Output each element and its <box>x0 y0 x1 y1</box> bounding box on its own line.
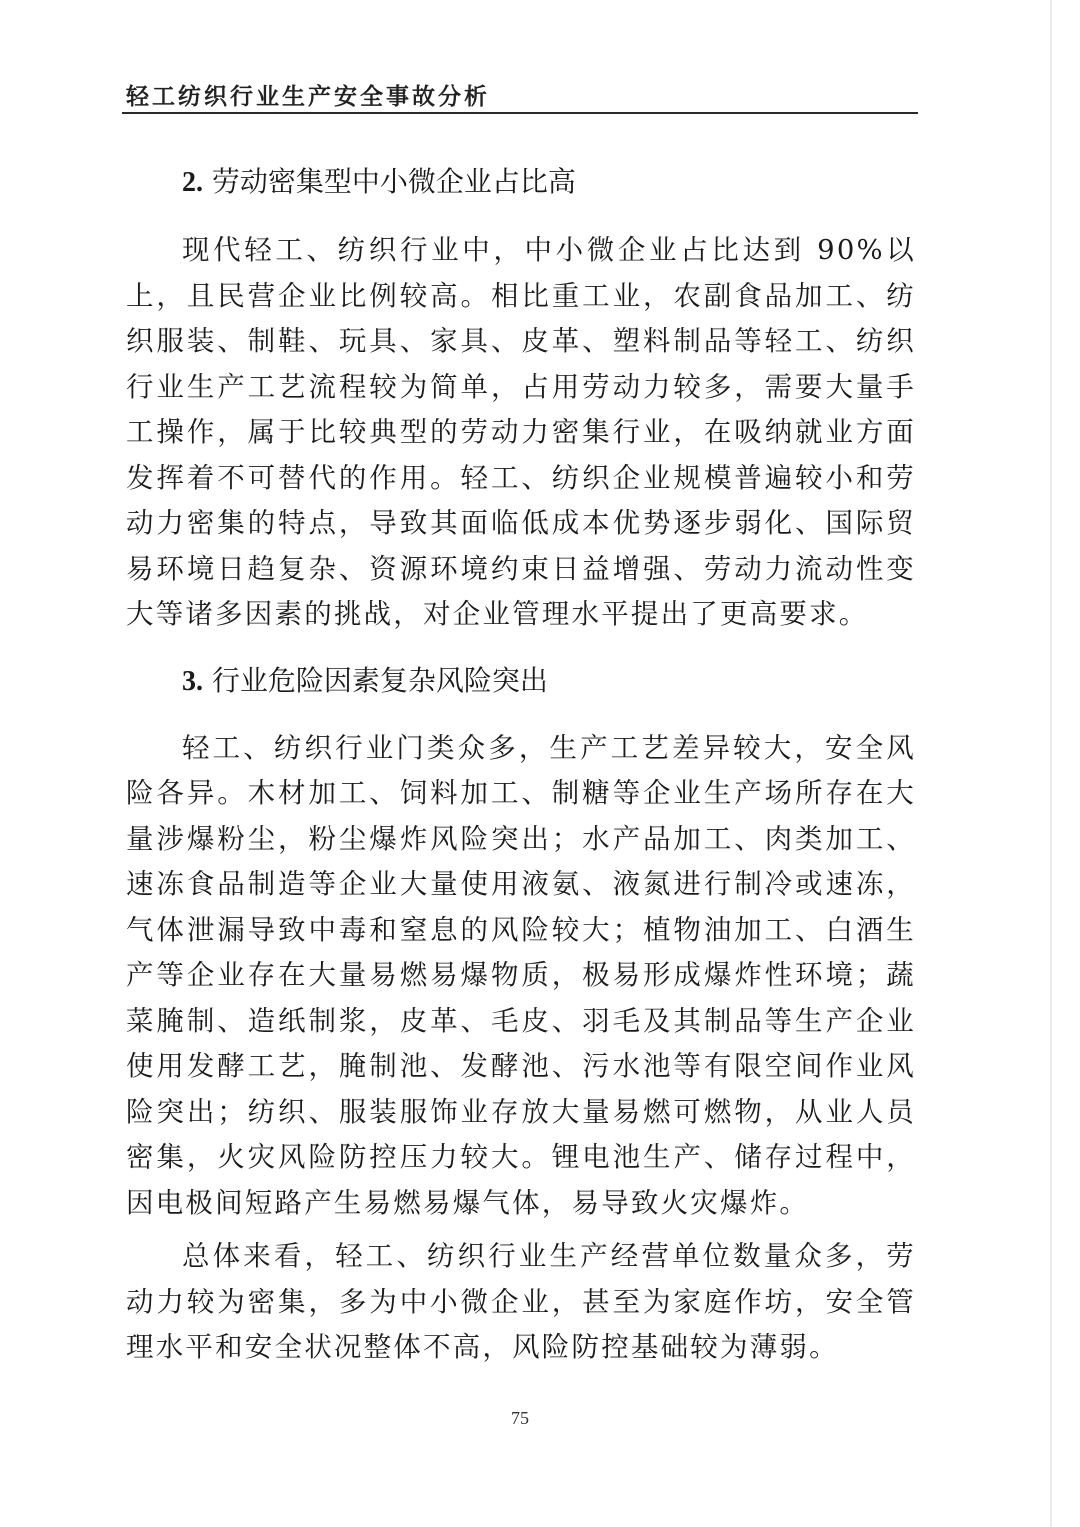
section-number: 3. <box>182 665 203 697</box>
header-rule <box>122 112 918 114</box>
running-header: 轻工纺织行业生产安全事故分析 <box>126 84 490 110</box>
page-body <box>126 160 916 1371</box>
section-number: 2. <box>182 167 203 198</box>
page-number: 75 <box>511 1408 529 1428</box>
section-heading-2 <box>182 160 916 205</box>
page-edge <box>1050 0 1052 1527</box>
body-paragraph: 总体来看，轻工、纺织行业生产经营单位数量众多，劳动力较为密集，多为中小微企业，甚至为家庭作坊，安全管理水平和安全状况整体不高，风险防控基础较为薄弱。 <box>126 1240 916 1363</box>
section-title-text: 劳动密集型中小微企业占比高 <box>211 165 576 198</box>
section-title-text: 行业危险因素复杂风险突出 <box>211 663 548 697</box>
section-heading-3 <box>182 659 916 704</box>
body-paragraph: 现代轻工、纺织行业中，中小微企业占比达到 90%以上，且民营企业比例较高。相比重工业，农副食品加工、纺织服装、制鞋、玩具、家具、皮革、塑料制品等轻工、纺织行业生产工艺流程较为简单，占用劳动力较多，需要大量手工操作，属于比较典型的劳动力密集行业，在吸纳就业方面发挥着不可替代的作用。轻工、纺织企业规模普遍较小和劳动力密集的特点，导致其面临低成本优势逐步弱化、国际贸易环境日趋复杂、资源环境约束日益增强、劳动力流动性变大等诸多因素的挑战，对企业管理水平提出了更高要求。 <box>126 234 916 630</box>
body-paragraph: 轻工、纺织行业门类众多，生产工艺差异较大，安全风险各异。木材加工、饲料加工、制糖等企业生产场所存在大量涉爆粉尘，粉尘爆炸风险突出；水产品加工、肉类加工、速冻食品制造等企业大量使用液氨、液氮进行制冷或速冻，气体泄漏导致中毒和窒息的风险较大；植物油加工、白酒生产等企业存在大量易燃易爆物质，极易形成爆炸性环境；蔬菜腌制、造纸制浆，皮革、毛皮、羽毛及其制品等生产企业使用发酵工艺，腌制池、发酵池、污水池等有限空间作业风险突出；纺织、服装服饰业存放大量易燃可燃物，从业人员密集，火灾风险防控压力较大。锂电池生产、储存过程中，因电极间短路产生易燃易爆气体，易导致火灾爆炸。 <box>126 731 916 1219</box>
